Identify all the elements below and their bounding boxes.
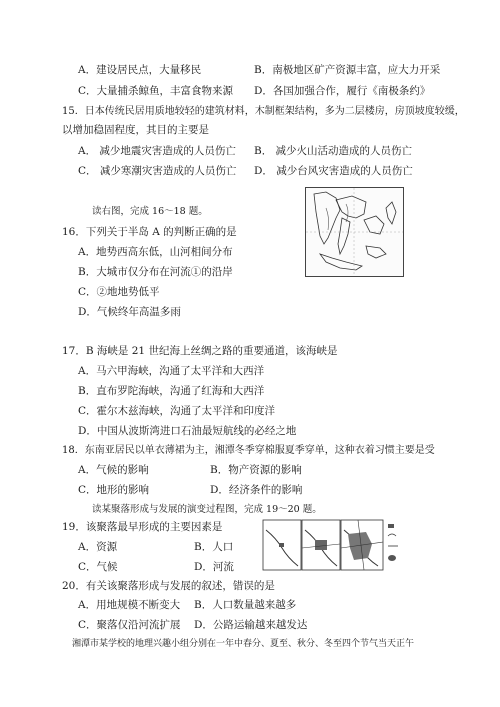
southeast-asia-map (305, 187, 404, 277)
q18-option-c: C．地形的影响 (78, 484, 150, 496)
q16-option-a: A．地势西高东低，山河相间分布 (78, 246, 233, 258)
southeast-asia-map-drawing (306, 188, 403, 276)
footer-text: 湘潭市某学校的地理兴趣小组分别在一年中春分、夏至、秋分、冬至四个节气当天正午 (72, 639, 415, 649)
q17-option-c: C．霍尔木兹海峡，沟通了太平洋和印度洋 (78, 405, 276, 417)
q19-option-a: A．资源 (78, 541, 118, 553)
q15-option-c: C． 减少寒潮灾害造成的人员伤亡 (78, 165, 237, 177)
q18-stem: 18．东南亚居民以单衣薄裙为主，湘潭冬季穿棉服夏季穿单，这种衣着习惯主要是受 (62, 445, 435, 456)
q19-option-c: C．气候 (78, 561, 118, 573)
q16-option-b: B．大城市仅分布在河流①的沿岸 (78, 266, 233, 278)
q16-stem: 16．下列关于半岛 A 的判断正确的是 (62, 226, 237, 238)
q15-option-b: B． 减少火山活动造成的人员伤亡 (254, 145, 413, 157)
q19-option-b: B．人口 (194, 541, 234, 553)
q17-option-d: D．中国从波斯湾进口石油最短航线的必经之地 (78, 425, 297, 437)
option-a-prev: A．建设居民点，大量移民 (78, 64, 202, 76)
q19-option-d: D．河流 (194, 561, 234, 573)
q20-stem: 20．有关该聚落形成与发展的叙述，错误的是 (62, 580, 275, 592)
map2-intro: 读某聚落形成与发展的演变过程图，完成 19～20 题。 (92, 504, 322, 515)
q17-option-a: A．马六甲海峡，沟通了太平洋和大西洋 (78, 365, 265, 377)
option-b-prev: B．南极地区矿产资源丰富，应大力开采 (254, 64, 441, 76)
option-c-prev: C．大量捕杀鲸鱼，丰富食物来源 (78, 85, 234, 97)
map1-intro: 读右图，完成 16～18 题。 (92, 206, 208, 217)
q15-stem-line2: 以增加稳固程度，其目的主要是 (62, 124, 209, 136)
settlement-evolution-diagram (262, 518, 412, 572)
q20-option-d: D．公路运输越来越发达 (194, 619, 308, 631)
option-d-prev: D．各国加强合作，履行《南极条约》 (254, 85, 431, 97)
q20-option-c: C．聚落仅沿河流扩展 (78, 619, 181, 631)
q16-option-d: D．气候终年高温多雨 (78, 306, 181, 318)
q20-option-b: B．人口数量越来越多 (194, 599, 297, 611)
q15-option-a: A． 减少地震灾害造成的人员伤亡 (78, 145, 236, 157)
q18-option-b: B．物产资源的影响 (210, 464, 302, 476)
q18-option-d: D．经济条件的影响 (210, 484, 303, 496)
q15-option-d: D． 减少台风灾害造成的人员伤亡 (254, 165, 413, 177)
q20-option-a: A．用地规模不断变大 (78, 599, 181, 611)
q18-option-a: A．气候的影响 (78, 464, 149, 476)
q17-stem: 17．B 海峡是 21 世纪海上丝绸之路的重要通道，该海峡是 (62, 345, 338, 357)
q15-stem-line1: 15．日本传统民居用质地较轻的建筑材料，木制框架结构，多为二层楼房，房顶坡度较缓， (62, 106, 465, 117)
q16-option-c: C．②地地势低平 (78, 286, 160, 298)
q17-option-b: B．直布罗陀海峡，沟通了红海和大西洋 (78, 385, 265, 397)
q19-stem: 19．该聚落最早形成的主要因素是 (62, 521, 223, 533)
settlement-evolution-drawing (262, 518, 412, 572)
